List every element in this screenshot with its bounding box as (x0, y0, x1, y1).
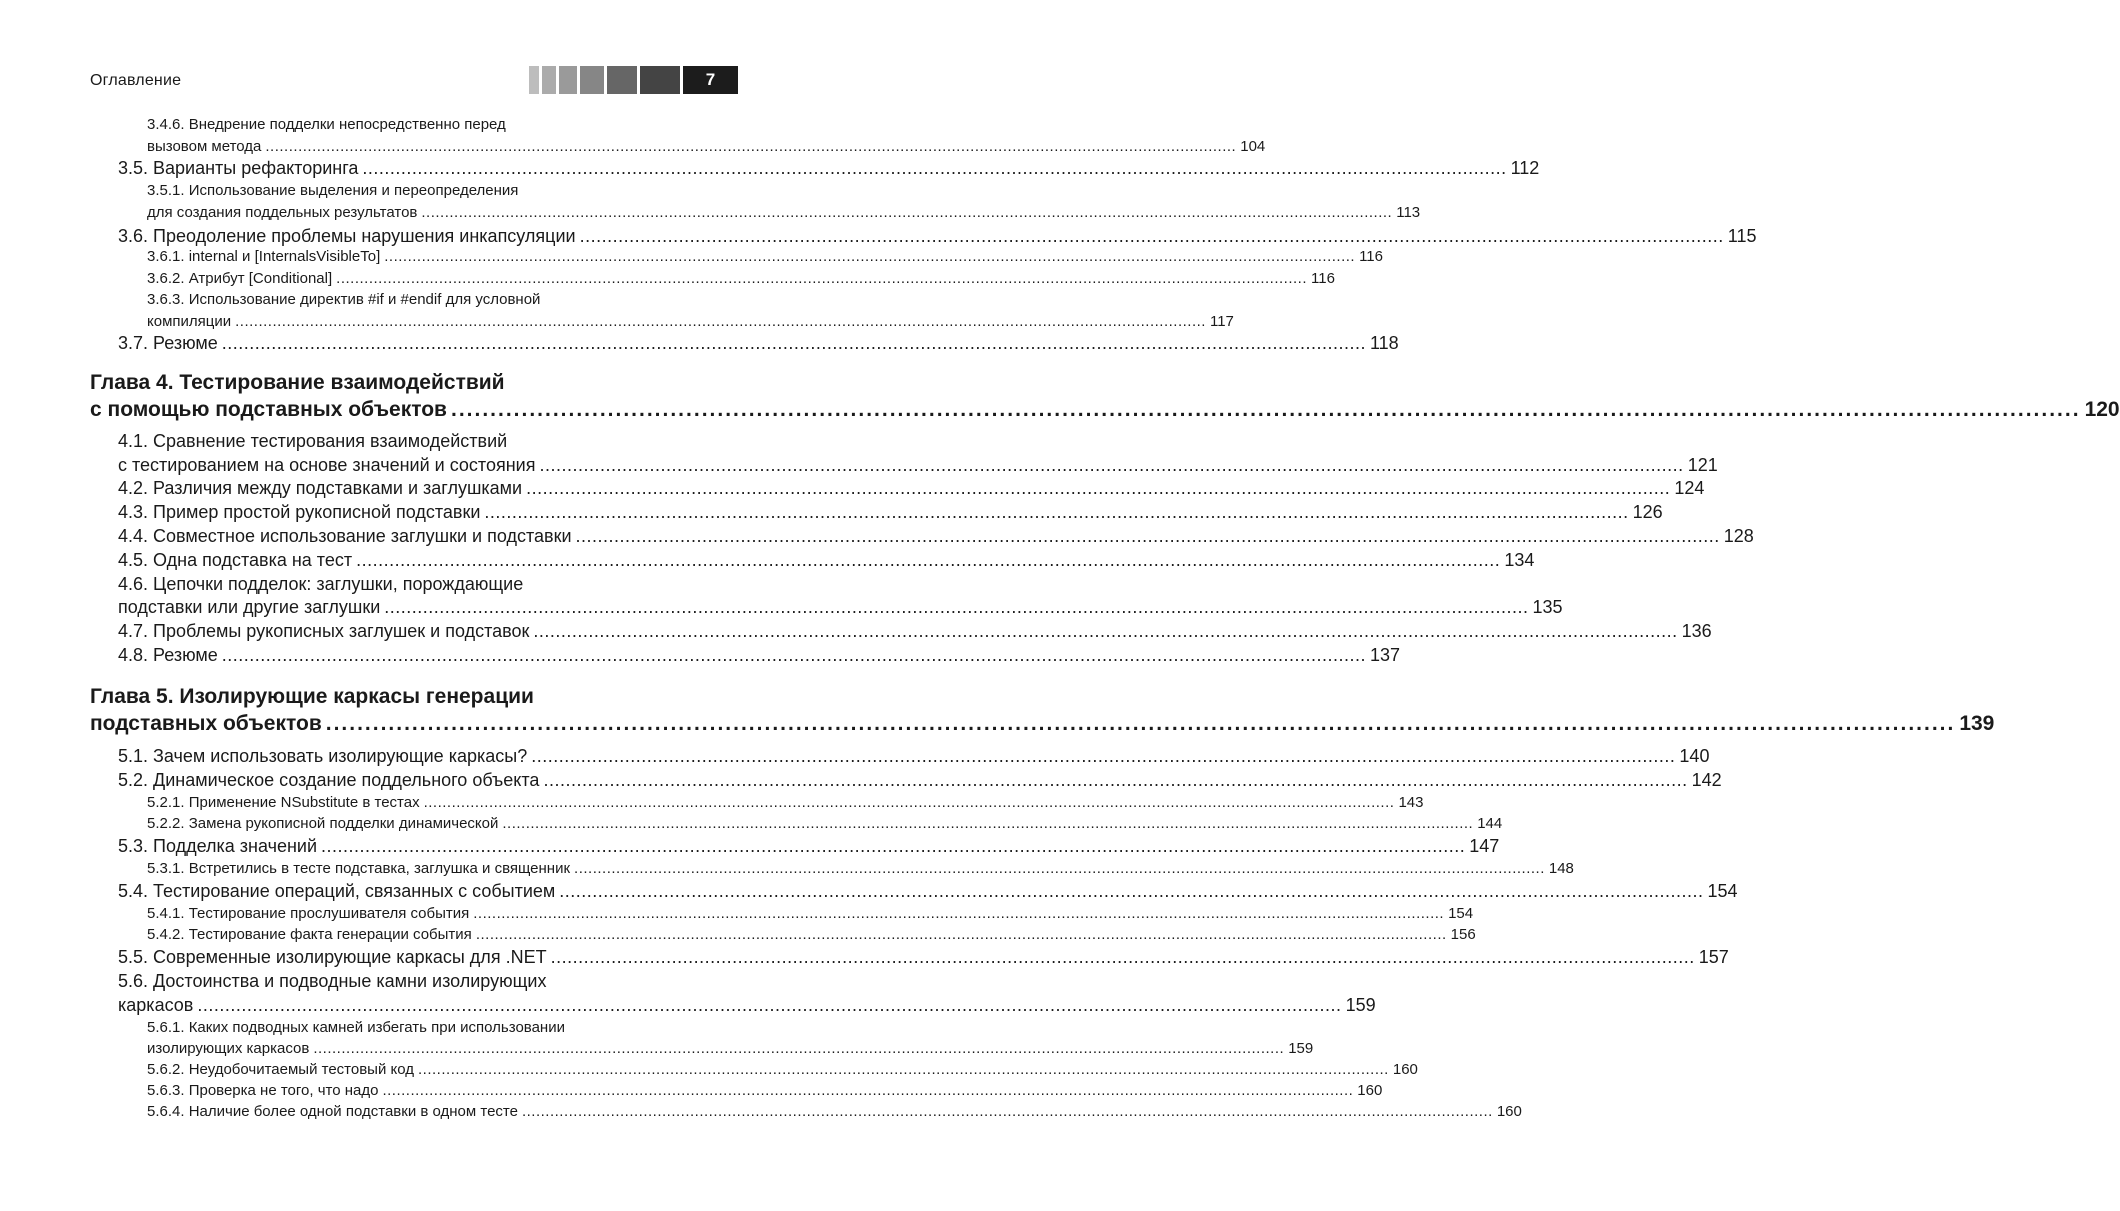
toc-page-number: 128 (1723, 526, 1754, 546)
toc-page-number: 139 (1959, 712, 1995, 735)
toc-entry-5-1 (118, 746, 1710, 767)
toc-entry-5-6-1: 5.6.1. Каких подводных камней избегать при использовании (147, 1019, 565, 1036)
toc-page-number: 157 (1698, 947, 1729, 967)
toc-entry-text: вызовом метода (147, 138, 262, 155)
toc-leader (580, 226, 1724, 247)
toc-entry-5-6-cont (118, 995, 1376, 1016)
toc-entry-5-6-2 (147, 1061, 1418, 1078)
toc-page-number: 159 (1345, 995, 1376, 1015)
toc-entry-text: 5.2.1. Применение NSubstitute в тестах (147, 794, 420, 811)
toc-entry-3-6-2 (147, 270, 1335, 287)
toc-leader (321, 836, 1465, 857)
toc-entry-5-6-1-cont (147, 1040, 1314, 1057)
toc-entry-5-3-1 (147, 860, 1574, 877)
toc-page-number: 136 (1681, 621, 1712, 641)
bar-segment (559, 66, 577, 94)
bar-segment (580, 66, 604, 94)
toc-entry-4-3 (118, 502, 1663, 523)
toc-entry-text: 5.4. Тестирование операций, связанных с событием (118, 881, 556, 901)
toc-entry-5-4-2 (147, 926, 1476, 943)
toc-entry-5-6-3 (147, 1082, 1383, 1099)
toc-entry-4-2 (118, 478, 1705, 499)
toc-entry-3-6-3: 3.6.3. Использование директив #if и #endif для условной (147, 291, 541, 308)
toc-leader (235, 313, 1206, 330)
toc-entry-text: 5.6.3. Проверка не того, что надо (147, 1082, 379, 1099)
running-title: Оглавление (90, 72, 182, 89)
toc-entry-text: 4.7. Проблемы рукописных заглушек и подставок (118, 621, 530, 641)
toc-entry-text: компиляции (147, 313, 232, 330)
toc-entry-5-4 (118, 881, 1738, 902)
toc-entry-5-2-1 (147, 794, 1424, 811)
toc-entry-text: 5.2.2. Замена рукописной подделки динамической (147, 815, 499, 832)
toc-leader (539, 455, 1683, 476)
toc-entry-3-5-1-cont (147, 204, 1421, 221)
toc-entry-4-6-cont (118, 597, 1563, 618)
toc-entry-text: 5.4.1. Тестирование прослушивателя события (147, 905, 470, 922)
toc-entry-3-4-6: 3.4.6. Внедрение подделки непосредственно перед (147, 116, 506, 133)
toc-entry-text: 5.6.4. Наличие более одной подставки в одном тесте (147, 1103, 518, 1120)
toc-page-number: 154 (1707, 881, 1738, 901)
toc-entry-text: 5.3. Подделка значений (118, 836, 318, 856)
toc-leader (384, 248, 1355, 265)
toc-entry-text: 3.6. Преодоление проблемы нарушения инкапсуляции (118, 226, 576, 246)
toc-page-number: 118 (1370, 333, 1399, 353)
toc-leader (531, 746, 1675, 767)
toc-leader (382, 1082, 1353, 1099)
toc-leader (484, 502, 1628, 523)
toc-page-number: 104 (1240, 138, 1266, 155)
toc-entry-text: 4.8. Резюме (118, 645, 218, 665)
toc-leader (356, 550, 1500, 571)
toc-entry-text: 5.1. Зачем использовать изолирующие каркасы? (118, 746, 528, 766)
chapter-4-heading-cont (90, 398, 2120, 422)
toc-page-number: 140 (1679, 746, 1710, 766)
toc-leader (336, 270, 1307, 287)
toc-leader (418, 1061, 1389, 1078)
toc-entry-text: 3.7. Резюме (118, 333, 218, 353)
toc-entry-text: 3.6.2. Атрибут [Conditional] (147, 270, 333, 287)
toc-leader (559, 881, 1703, 902)
toc-leader (522, 1103, 1493, 1120)
toc-entry-4-5 (118, 550, 1535, 571)
toc-page-number: 112 (1510, 158, 1540, 178)
toc-leader (265, 138, 1236, 155)
toc-leader (533, 621, 1677, 642)
toc-page-number: 160 (1496, 1103, 1522, 1120)
page-header (90, 66, 738, 94)
toc-page-number: 116 (1311, 270, 1335, 287)
bar-segment (529, 66, 539, 94)
toc-page-number: 160 (1392, 1061, 1418, 1078)
toc-page-number: 121 (1687, 455, 1718, 475)
toc-entry-4-4 (118, 526, 1754, 547)
toc-entry-5-3 (118, 836, 1500, 857)
toc-entry-3-5 (118, 158, 1540, 179)
toc-page-number: 159 (1288, 1040, 1314, 1057)
toc-entry-4-8 (118, 645, 1401, 666)
toc-leader (451, 398, 2081, 422)
toc-leader (543, 770, 1687, 791)
toc-entry-text: подставных объектов (90, 712, 322, 735)
toc-page-number: 135 (1532, 597, 1563, 617)
toc-page-number: 160 (1357, 1082, 1383, 1099)
toc-entry-4-1: 4.1. Сравнение тестирования взаимодействий (118, 431, 508, 451)
toc-page-number: 117 (1209, 313, 1234, 330)
toc-entry-3-4-6-cont (147, 138, 1266, 155)
toc-page-number: 137 (1370, 645, 1401, 665)
toc-leader (576, 526, 1720, 547)
toc-page-number: 134 (1504, 550, 1535, 570)
toc-leader (197, 995, 1341, 1016)
toc-page-number: 143 (1398, 794, 1424, 811)
toc-entry-text: 5.5. Современные изолирующие каркасы для .NET (118, 947, 547, 967)
toc-entry-text: 5.4.2. Тестирование факта генерации события (147, 926, 472, 943)
toc-page-number: 144 (1477, 815, 1503, 832)
toc-page-number: 156 (1450, 926, 1476, 943)
toc-entry-3-6-3-cont (147, 313, 1234, 330)
toc-leader (222, 645, 1366, 666)
toc-leader (421, 204, 1392, 221)
toc-entry-3-6-1 (147, 248, 1383, 265)
toc-page-number: 126 (1632, 502, 1663, 522)
toc-entry-text: 4.2. Различия между подставками и заглушками (118, 478, 523, 498)
toc-leader (313, 1040, 1284, 1057)
bar-segment (542, 66, 556, 94)
chapter-4-heading: Глава 4. Тестирование взаимодействий (90, 371, 505, 394)
toc-page-number: 116 (1359, 248, 1383, 265)
toc-entry-text: 4.5. Одна подставка на тест (118, 550, 353, 570)
toc-page-number: 148 (1548, 860, 1574, 877)
toc-entry-text: для создания поддельных результатов (147, 204, 418, 221)
toc-page-number: 142 (1691, 770, 1722, 790)
toc-leader (476, 926, 1447, 943)
toc-leader (526, 478, 1670, 499)
toc-entry-text: с тестированием на основе значений и состояния (118, 455, 536, 475)
toc-entry-text: подставки или другие заглушки (118, 597, 381, 617)
toc-leader (424, 794, 1395, 811)
toc-leader (362, 158, 1506, 179)
toc-entry-5-2 (118, 770, 1722, 791)
toc-entry-text: 5.6.2. Неудобочитаемый тестовый код (147, 1061, 415, 1078)
toc-page-number: 115 (1727, 226, 1757, 246)
toc-page-number: 154 (1448, 905, 1474, 922)
toc-entry-5-4-1 (147, 905, 1474, 922)
toc-entry-text: 4.3. Пример простой рукописной подставки (118, 502, 481, 522)
toc-entry-5-6: 5.6. Достоинства и подводные камни изолирующих (118, 971, 547, 991)
toc-leader (473, 905, 1444, 922)
toc-entry-5-6-4 (147, 1103, 1522, 1120)
toc-page-number: 120 (2084, 398, 2120, 421)
toc-entry-5-5 (118, 947, 1729, 968)
toc-leader (574, 860, 1545, 877)
toc-leader (326, 712, 1956, 736)
header-decorative-bar (529, 66, 738, 94)
toc-entry-text: 5.2. Динамическое создание поддельного объекта (118, 770, 540, 790)
toc-entry-4-1-cont (118, 455, 1718, 476)
page-number: 7 (683, 66, 738, 94)
toc-entry-4-6: 4.6. Цепочки подделок: заглушки, порождающие (118, 574, 524, 594)
toc-entry-5-2-2 (147, 815, 1503, 832)
chapter-5-heading: Глава 5. Изолирующие каркасы генерации (90, 685, 534, 708)
toc-leader (384, 597, 1528, 618)
toc-entry-3-6 (118, 226, 1757, 247)
toc-entry-text: с помощью подставных объектов (90, 398, 447, 421)
toc-entry-text: 4.4. Совместное использование заглушки и подставки (118, 526, 572, 546)
toc-entry-3-5-1: 3.5.1. Использование выделения и переопределения (147, 182, 519, 199)
chapter-5-heading-cont (90, 712, 1995, 736)
toc-leader (502, 815, 1473, 832)
toc-page-number: 113 (1396, 204, 1421, 221)
toc-leader (551, 947, 1695, 968)
toc-leader (222, 333, 1366, 354)
bar-segment (640, 66, 680, 94)
bar-segment (607, 66, 637, 94)
toc-entry-4-7 (118, 621, 1712, 642)
toc-entry-text: каркасов (118, 995, 194, 1015)
toc-entry-text: 3.5. Варианты рефакторинга (118, 158, 359, 178)
toc-entry-text: 3.6.1. internal и [InternalsVisibleTo] (147, 248, 381, 265)
toc-page-number: 124 (1674, 478, 1705, 498)
toc-entry-text: изолирующих каркасов (147, 1040, 310, 1057)
toc-entry-text: 5.3.1. Встретились в тесте подставка, заглушка и священник (147, 860, 571, 877)
toc-entry-3-7 (118, 333, 1399, 354)
toc-page-number: 147 (1469, 836, 1500, 856)
